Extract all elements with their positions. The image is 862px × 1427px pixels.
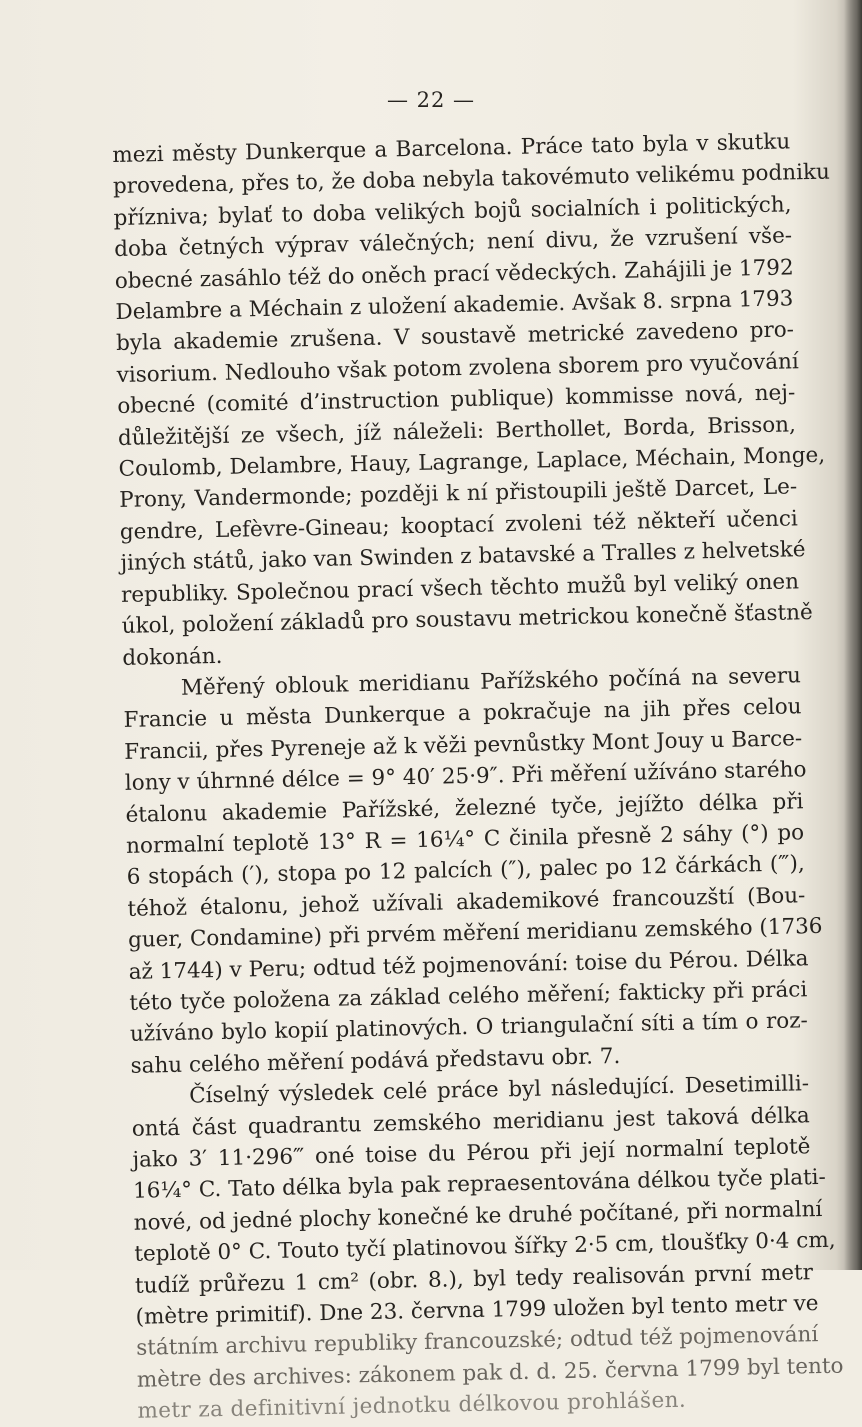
text-line: étalonu akademie Pařížské, železné tyče, jejížto délka při — [125, 788, 804, 828]
text-line: Číselný výsledek celé práce byl následující. Desetimilli- — [188, 1071, 810, 1109]
text-line: Delambre a Méchain z uložení akademie. Avšak 8. srpna 1793 — [115, 286, 794, 325]
text-line: této tyče položena za základ celého měření; fakticky při práci — [129, 977, 808, 1016]
page-number: — 22 — — [386, 88, 476, 112]
text-line: státním archivu republiky francouzské; odtud též pojmenování — [136, 1322, 819, 1362]
text-line: teplotě 0° C. Touto tyčí platinovou šířky 2·5 cm, tloušťky 0·4 cm, — [134, 1227, 836, 1267]
text-line: přízniva; bylať to doba velikých bojů socialních i politických, — [113, 192, 792, 231]
text-line: mezi městy Dunkerque a Barcelona. Práce tato byla v skutku — [112, 129, 791, 168]
book-spine-shadow — [844, 0, 862, 1270]
text-line: tudíž průřezu 1 cm² (obr. 8.), byl tedy realisován první metr — [134, 1259, 814, 1299]
body-text — [112, 126, 844, 1427]
text-line: visorium. Nedlouho však potom zvolena sborem pro vyučování — [116, 349, 799, 388]
text-line: téhož étalonu, jehož užívali akademikové francouzští (Bou- — [127, 882, 806, 922]
text-line: provedena, přes to, že doba nebyla takovémuto velikému podniku — [112, 160, 831, 200]
text-line: byla akademie zrušena. V soustavě metrické zavedeno pro- — [115, 317, 795, 357]
text-line: dokonán. — [122, 643, 223, 671]
text-line: normalní teplotě 13° R = 16¼° C činila přesně 2 sáhy (°) po — [125, 820, 805, 859]
text-line: až 1744) v Peru; odtud též pojmenování: toise du Pérou. Délka — [128, 945, 809, 985]
text-line: důležitější ze všech, jíž náleželi: Berthollet, Borda, Brisson, — [117, 411, 797, 451]
text-line: užíváno bylo kopií platinových. O triangulační síti a tím o roz- — [129, 1008, 809, 1048]
text-line: Francii, přes Pyreneje až k věži pevnůstky Mont Jouy u Barce- — [124, 725, 803, 765]
text-line: metr za definitivní jednotku délkovou prohlášen. — [137, 1387, 687, 1424]
text-line: 6 stopách (′), stopa po 12 palcích (″), palec po 12 čárkách (‴), — [126, 851, 805, 891]
text-line: Měřený oblouk meridianu Pařížského počíná na severu — [180, 663, 802, 701]
text-line: (mètre primitif). Dne 23. června 1799 uložen byl tento metr ve — [135, 1291, 819, 1330]
text-line: guer, Condamine) při prvém měření meridianu zemského (1736 — [127, 914, 823, 953]
text-line: úkol, položení základů pro soustavu metrickou konečně šťastně — [121, 600, 813, 639]
text-line: Prony, Vandermonde; později k ní přistoupili ještě Darcet, Le- — [118, 474, 798, 514]
text-line: lony v úhrnné délce = 9° 40′ 25·9″. Při měření užíváno starého — [124, 757, 807, 796]
text-line: Francie u města Dunkerque a pokračuje na jih přes celou — [123, 694, 802, 734]
text-line: obecné (comité d’instruction publique) kommisse nová, nej- — [117, 380, 796, 420]
text-line: sahu celého měření podává představu obr. 7. — [130, 1043, 621, 1079]
text-line: ontá část quadrantu zemského meridianu jest taková délka — [131, 1102, 810, 1142]
text-line: obecné zasáhlo též do oněch prací vědeckých. Zahájili je 1792 — [114, 254, 794, 294]
text-line: gendre, Lefèvre-Gineau; kooptací zvoleni též někteří učenci — [119, 506, 798, 545]
text-line: mètre des archives: zákonem pak d. d. 25. června 1799 byl tento — [136, 1353, 844, 1393]
text-line: jiných států, jako van Swinden z batavské a Tralles z helvetské — [120, 537, 806, 577]
text-line: jako 3′ 11·296‴ oné toise du Pérou při její normalní teplotě — [132, 1134, 811, 1173]
text-line: 16¼° C. Tato délka byla pak repraesentována délkou tyče plati- — [132, 1165, 827, 1205]
text-line: doba četných výprav válečných; není divu, že vzrušení vše- — [113, 223, 793, 263]
text-line: nové, od jedné plochy konečné ke druhé počítané, při normalní — [133, 1196, 823, 1236]
text-line: Coulomb, Delambre, Hauy, Lagrange, Laplace, Méchain, Monge, — [118, 442, 826, 482]
text-line: republiky. Společnou prací všech těchto mužů byl veliký onen — [120, 568, 800, 608]
